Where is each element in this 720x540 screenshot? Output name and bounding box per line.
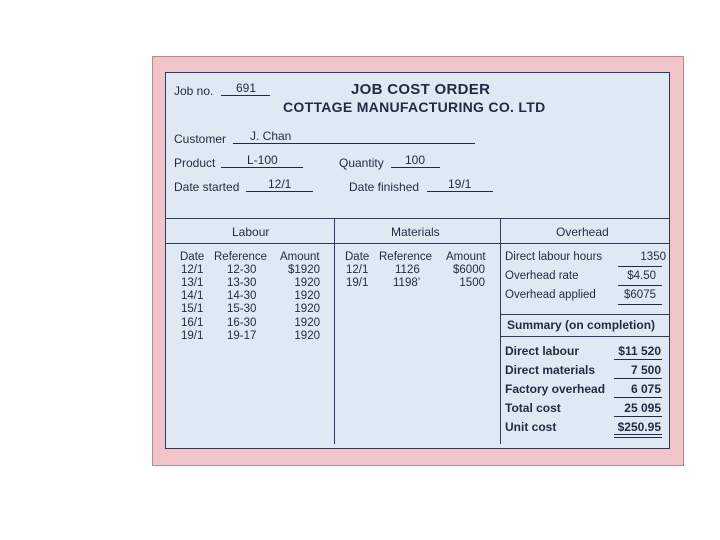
quantity-label: Quantity <box>339 156 384 170</box>
materials-row-1-date: 12/1 <box>346 264 369 276</box>
overhead-applied-value: $6075 <box>624 289 656 301</box>
summary-header-rule <box>500 336 670 337</box>
labour-materials-divider <box>334 218 335 444</box>
materials-row-1-ref: 1126 <box>395 264 420 276</box>
materials-overhead-divider <box>500 218 501 444</box>
summary-direct-materials-label: Direct materials <box>505 363 596 377</box>
labour-row-5-amount: 1920 <box>294 317 320 329</box>
summary-total-cost-value: 25 095 <box>624 401 661 415</box>
labour-row-5-ref: 16-30 <box>227 317 257 329</box>
summary-direct-materials-value: 7 500 <box>630 363 661 377</box>
materials-heading: Materials <box>391 225 440 239</box>
date-finished-underline <box>427 191 493 192</box>
materials-col-reference: Reference <box>379 251 433 263</box>
date-started-label: Date started <box>174 180 240 194</box>
overhead-hours-value: 1350 <box>640 251 666 263</box>
overhead-applied-underline <box>618 304 662 305</box>
labour-row-4-amount: 1920 <box>294 303 320 315</box>
labour-row-4-ref: 15-30 <box>227 303 257 315</box>
materials-row-1-amount: $6000 <box>453 264 485 276</box>
summary-heading: Summary (on completion) <box>507 318 656 332</box>
quantity-underline <box>391 167 440 168</box>
labour-col-date: Date <box>180 251 205 263</box>
job-no-label: Job no. <box>174 84 214 98</box>
summary-unit-cost-underline-1 <box>614 434 662 435</box>
materials-col-date: Date <box>345 251 370 263</box>
labour-row-6-date: 19/1 <box>181 330 204 342</box>
summary-direct-materials-underline <box>614 378 662 379</box>
summary-direct-labour-value: $11 520 <box>618 344 661 358</box>
customer-value: J. Chan <box>250 129 292 143</box>
materials-row-2-date: 19/1 <box>346 277 369 289</box>
labour-row-1-date: 12/1 <box>181 264 204 276</box>
customer-underline <box>233 143 475 144</box>
overhead-rate-label: Overhead rate <box>505 270 579 282</box>
summary-factory-overhead-underline <box>614 397 662 398</box>
date-finished-value: 19/1 <box>448 177 472 191</box>
product-underline <box>221 167 303 168</box>
summary-unit-cost-value: $250.95 <box>617 420 661 434</box>
overhead-rate-underline <box>618 285 662 286</box>
labour-col-amount: Amount <box>280 251 320 263</box>
job-no-value: 691 <box>236 81 257 95</box>
date-started-value: 12/1 <box>268 177 292 191</box>
labour-row-1-amount: $1920 <box>288 264 320 276</box>
job-no-underline <box>221 95 270 96</box>
overhead-applied-label: Overhead applied <box>505 289 596 301</box>
document-title: JOB COST ORDER <box>351 81 491 98</box>
summary-factory-overhead-label: Factory overhead <box>505 382 606 396</box>
labour-row-3-date: 14/1 <box>181 290 204 302</box>
summary-total-cost-label: Total cost <box>505 401 561 415</box>
labour-row-2-amount: 1920 <box>294 277 320 289</box>
table-top-rule <box>165 218 670 219</box>
labour-row-4-date: 15/1 <box>181 303 204 315</box>
customer-label: Customer <box>174 132 227 146</box>
labour-row-6-ref: 19-17 <box>227 330 257 342</box>
labour-row-3-amount: 1920 <box>294 290 320 302</box>
labour-row-3-ref: 14-30 <box>227 290 257 302</box>
date-started-underline <box>246 191 313 192</box>
quantity-value: 100 <box>405 153 426 167</box>
overhead-heading: Overhead <box>556 225 609 239</box>
materials-row-2-amount: 1500 <box>459 277 485 289</box>
labour-row-6-amount: 1920 <box>294 330 320 342</box>
overhead-rate-value: $4.50 <box>627 270 656 282</box>
summary-total-cost-underline <box>614 416 662 417</box>
product-value: L-100 <box>247 153 278 167</box>
summary-top-rule <box>500 314 670 315</box>
summary-direct-labour-underline <box>614 359 662 360</box>
date-finished-label: Date finished <box>349 180 420 194</box>
overhead-hours-label: Direct labour hours <box>505 251 603 263</box>
labour-row-2-ref: 13-30 <box>227 277 257 289</box>
materials-col-amount: Amount <box>446 251 486 263</box>
table-header-rule <box>165 243 670 244</box>
summary-direct-labour-label: Direct labour <box>505 344 580 358</box>
summary-factory-overhead-value: 6 075 <box>630 382 661 396</box>
labour-heading: Labour <box>232 225 270 239</box>
summary-unit-cost-underline-2 <box>614 437 662 438</box>
labour-row-1-ref: 12-30 <box>227 264 257 276</box>
company-name: COTTAGE MANUFACTURING CO. LTD <box>283 99 546 115</box>
materials-row-2-ref: 1198’ <box>393 277 421 289</box>
labour-row-5-date: 16/1 <box>181 317 204 329</box>
labour-row-2-date: 13/1 <box>181 277 204 289</box>
summary-unit-cost-label: Unit cost <box>505 420 557 434</box>
product-label: Product <box>174 156 216 170</box>
overhead-hours-underline <box>618 266 662 267</box>
labour-col-reference: Reference <box>214 251 268 263</box>
